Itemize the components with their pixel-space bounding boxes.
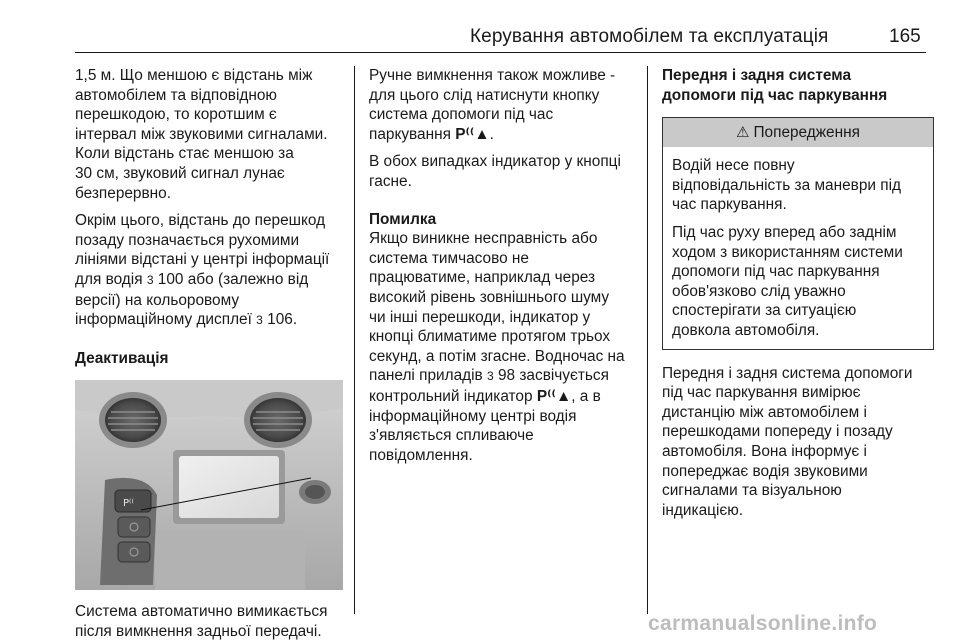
text-line: позаду позначається рухомими (75, 231, 300, 249)
text-line: допомоги під час паркування (672, 263, 880, 281)
warning-icon: ⚠ (736, 124, 750, 142)
text-line: кнопці блиматиме протягом трьох (369, 328, 611, 346)
text-fragment: 106. (267, 311, 298, 329)
text-fragment: панелі приладів (369, 367, 483, 385)
text-line: Окрім цього, відстань до перешкод (75, 212, 326, 230)
text-line: повідомлення. (369, 446, 473, 464)
text-line: гасне. (369, 172, 412, 190)
text-line: автомобіля. Вона інформує і (662, 442, 867, 460)
header-rule (75, 52, 926, 53)
text-line: версії) на кольоровому (75, 291, 240, 309)
text-fragment: 98 засвічується (497, 367, 609, 385)
parking-assist-icon: P⁽⁽▲ (455, 125, 490, 143)
page-ref-icon[interactable]: 3 (256, 313, 263, 328)
column-divider (647, 66, 648, 614)
text-line: Водій несе повну (672, 157, 795, 175)
text-line: 1,5 м. Що меншою є відстань між (75, 67, 313, 84)
text-line: система допомоги під час (369, 106, 554, 124)
text-line: лініями відстані у центрі інформації (75, 251, 330, 269)
header-title: Керування автомобілем та експлуатація (470, 26, 829, 47)
heading-parking-assist (662, 66, 932, 105)
text-line: чи інші перешкоди, індикатор у (369, 308, 591, 326)
warning-paragraph (672, 223, 925, 341)
paragraph-error (369, 229, 637, 465)
text-line (75, 270, 343, 291)
text-line: ходом з використанням системи (672, 243, 903, 261)
text-line: обов'язково слід уважно (672, 282, 846, 300)
text-line: з'являється спливаюче (369, 427, 534, 445)
text-line: Ручне вимкнення також можливе - (369, 67, 616, 84)
text-line: дистанцію між автомобілем і (662, 403, 867, 421)
text-line: попереджає водія звуковими (662, 462, 868, 480)
text-line: секунд, а потім згасне. Водночас на (369, 347, 625, 365)
column-divider (354, 66, 355, 614)
warning-body (663, 147, 933, 348)
text-fragment: для водія (75, 270, 143, 288)
text-line: інтервал між звуковими сигналами. (75, 125, 328, 143)
text-line: Коли відстань стає меншою за (75, 145, 294, 163)
column-1 (75, 66, 343, 642)
dashboard-photo (75, 380, 343, 590)
paragraph-indicator-off (369, 152, 637, 191)
warning-box (662, 117, 934, 349)
text-line: індикацією. (662, 501, 744, 519)
paragraph-distance-lines (75, 211, 343, 331)
text-line: після вимкнення задньої передачі. (75, 622, 322, 640)
text-line: Якщо виникне несправність або (369, 230, 598, 248)
text-line: для цього слід натиснути кнопку (369, 86, 600, 104)
page-ref-icon[interactable]: 3 (146, 272, 154, 287)
text-line (369, 387, 637, 407)
text-line: довкола автомобіля. (672, 321, 820, 339)
column-2 (369, 66, 637, 473)
heading-error: Помилка (369, 210, 437, 228)
text-fragment: , а в (571, 387, 601, 405)
text-line: Система автоматично вимикається (75, 603, 328, 621)
warning-paragraph (672, 156, 925, 215)
text-fragment: контрольний індикатор (369, 387, 533, 405)
text-line: Передня і задня система (662, 67, 852, 84)
text-line (75, 310, 343, 331)
text-fragment: . (489, 125, 494, 143)
text-line (369, 366, 637, 387)
heading-deactivation: Деактивація (75, 349, 169, 367)
text-line: система тимчасово не (369, 249, 529, 267)
text-line: автомобілем та відповідною (75, 86, 277, 104)
warning-header (663, 118, 933, 147)
photo-caption (75, 602, 343, 641)
text-line: інформаційному центрі водія (369, 407, 577, 425)
text-line: безперервно. (75, 184, 172, 202)
text-line: час паркування. (672, 196, 787, 214)
text-fragment: паркування (369, 125, 451, 143)
watermark: carmanualsonline.info (648, 612, 878, 635)
parking-assist-icon: P⁽⁽▲ (536, 387, 572, 405)
text-line: високий рівень зовнішнього шуму (369, 288, 610, 306)
text-line: відповідальність за маневри під (672, 176, 901, 194)
text-line: спостерігати за ситуацією (672, 302, 857, 320)
page-number: 165 (889, 26, 921, 47)
text-line: 30 см, звуковий сигнал лунає (75, 164, 285, 182)
text-line: під час паркування вимірює (662, 384, 861, 402)
text-line: В обох випадках індикатор у кнопці (369, 153, 621, 171)
text-line: сигналами та візуальною (662, 482, 842, 500)
text-line: перешкодою, то коротшим є (75, 106, 277, 124)
page-ref-icon[interactable]: 3 (487, 369, 494, 384)
warning-title: Попередження (753, 124, 860, 142)
svg-text:P⁽⁽: P⁽⁽ (123, 498, 134, 510)
text-line: Передня і задня система допомоги (662, 364, 913, 382)
text-line: допомоги під час паркування (662, 86, 888, 104)
paragraph-system-description (662, 364, 932, 521)
text-line: працюватиме, наприклад через (369, 269, 596, 287)
text-line (369, 125, 637, 145)
paragraph-distance-intervals (75, 66, 343, 203)
text-line: Під час руху вперед або заднім (672, 223, 897, 241)
paragraph-manual-off (369, 66, 637, 144)
text-line: перешкодами попереду і позаду (662, 423, 893, 441)
text-fragment: 100 або (залежно від (157, 270, 309, 288)
text-fragment: інформаційному дисплеї (75, 311, 252, 329)
column-3 (662, 66, 932, 528)
